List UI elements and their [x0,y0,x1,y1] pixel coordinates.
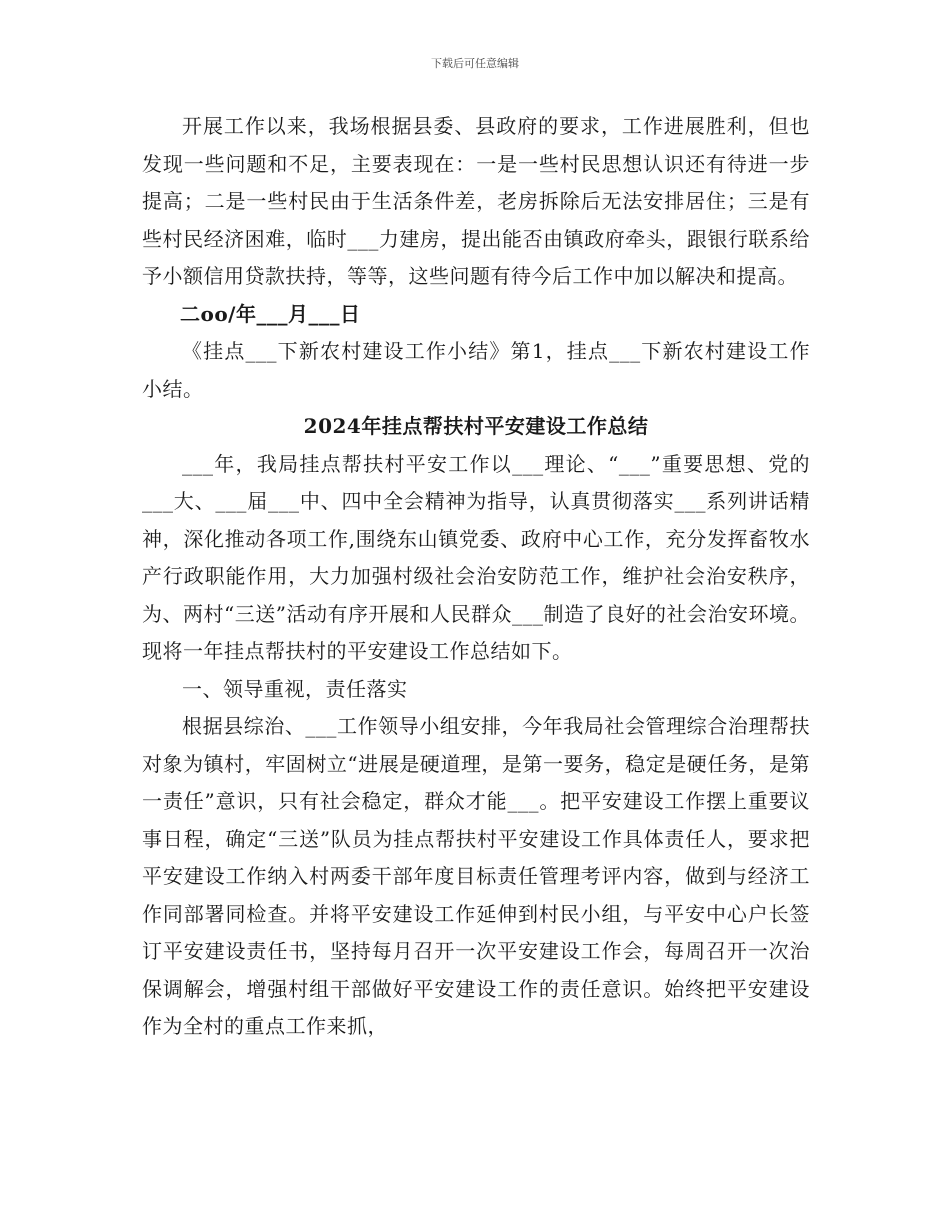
paragraph-intro: ___年，我局挂点帮扶村平安工作以___理论、“___”重要思想、党的___大、___届___中、四中全会精神为指导，认真贯彻落实___系列讲话精神，深化推动各项工作,围绕东山镇党委、政府中心工作，充分发挥畜牧水产行政职能作用，大力加强村级社会治安防范工作，维护社会治安秩序，为、两村“三送”活动有序开展和人民群众___制造了良好的社会治安环境。现将一年挂点帮扶村的平安建设工作总结如下。 [142,451,810,663]
paragraph-source-note: 《挂点___下新农村建设工作小结》第1，挂点___下新农村建设工作小结。 [142,339,810,401]
document-title: 2024年挂点帮扶村平安建设工作总结 [303,414,649,438]
date-line: 二oo/年___月___日 [180,301,361,326]
paragraph-section-1: 根据县综治、___工作领导小组安排，今年我局社会管理综合治理帮扶对象为镇村，牢固树立“进展是硬道理，是第一要务，稳定是硬任务，是第一责任”意识，只有社会稳定，群众才能___。把平安建设工作摆上重要议事日程，确定“三送”队员为挂点帮扶村平安建设工作具体责任人，要求把平安建设工作纳入村两委干部年度目标责任管理考评内容，做到与经济工作同部署同检查。并将平安建设工作延伸到村民小组，与平安中心户长签订平安建设责任书，坚持每月召开一次平安建设工作会，每周召开一次治保调解会，增强村组干部做好平安建设工作的责任意识。始终把平安建设作为全村的重点工作来抓， [142,714,810,1038]
paragraph-closing-summary: 开展工作以来，我场根据县委、县政府的要求，工作进展胜利，但也发现一些问题和不足，主要表现在：一是一些村民思想认识还有待进一步提高；二是一些村民由于生活条件差，老房拆除后无法安排居住；三是有些村民经济困难，临时___力建房，提出能否由镇政府牵头，跟银行联系给予小额信用贷款扶持，等等，这些问题有待今后工作中加以解决和提高。 [142,114,810,288]
page-header-note: 下载后可任意编辑 [431,57,519,70]
document-body [142,108,810,1046]
section-heading-1: 一、领导重视，责任落实 [182,676,408,701]
